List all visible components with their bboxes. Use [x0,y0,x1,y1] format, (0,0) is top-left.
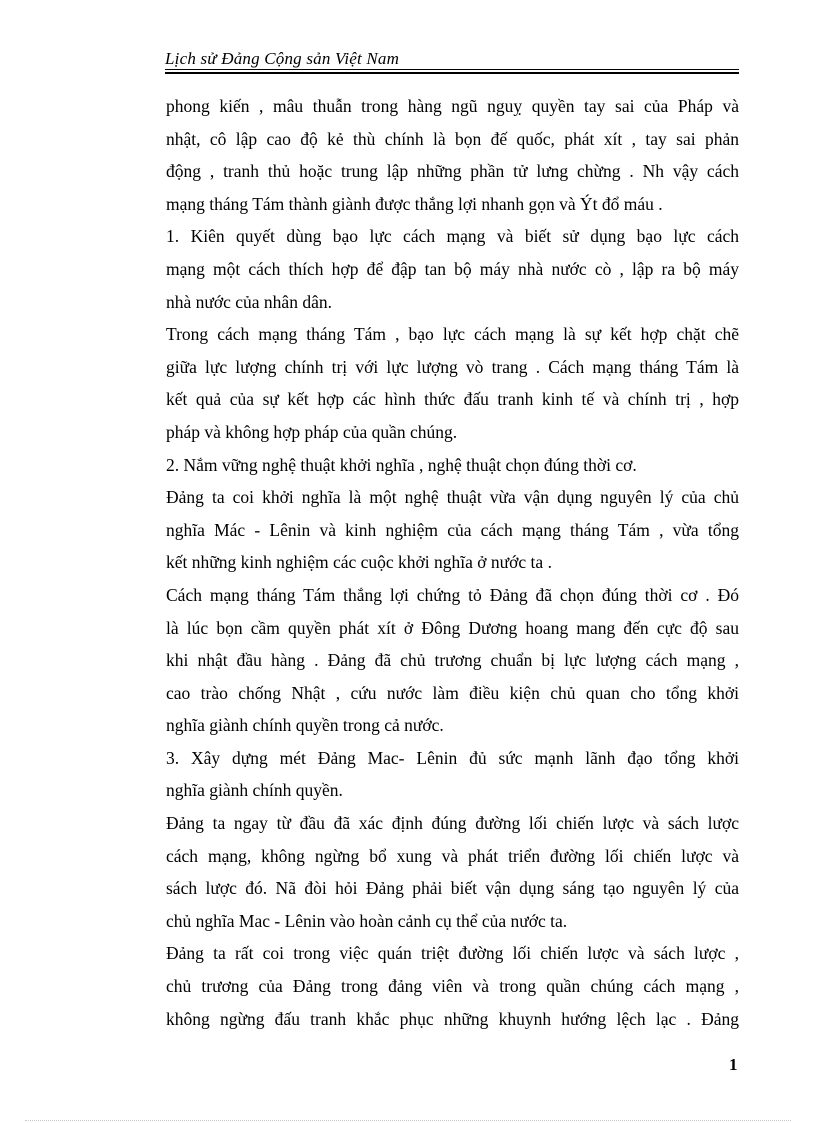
text-line: 1. Kiên quyết dùng bạo lực cách mạng và biết sử dụng bạo lực cách [166,226,739,247]
text-line: là lúc bọn cầm quyền phát xít ở Đông Dương hoang mang đến cực độ sau [166,617,739,638]
page-number: 1 [729,1055,738,1074]
footer-dotted-border [25,1120,791,1121]
text-line: Cách mạng tháng Tám thắng lợi chứng tỏ Đảng đã chọn đúng thời cơ . Đó [166,584,739,605]
header-rule-thin [165,69,739,70]
text-line: không ngừng đấu tranh khắc phục những khuynh hướng lệch lạc . Đảng [166,1008,739,1029]
text-line: nghĩa Mác - Lênin và kinh nghiệm của cách mạng tháng Tám , vừa tổng [166,519,739,540]
header-title: Lịch sử Đảng Cộng sản Việt Nam [165,49,400,68]
text-line: nhật, cô lập cao độ kẻ thù chính là bọn đế quốc, phát xít , tay sai phản [166,128,739,149]
text-line: Đảng ta rất coi trong việc quán triệt đường lối chiến lược và sách lược , [166,943,739,964]
text-line: mạng một cách thích hợp để đập tan bộ máy nhà nước cò , lập ra bộ máy [166,258,739,279]
text-line: Đảng ta coi khởi nghĩa là một nghệ thuật vừa vận dụng nguyên lý của chủ [166,487,739,508]
text-line: cao trào chống Nhật , cứu nước làm điều kiện chủ quan cho tổng khởi [166,682,739,703]
text-line: 2. Nắm vững nghệ thuật khởi nghĩa , nghệ thuật chọn đúng thời cơ. [166,454,637,475]
text-line: Trong cách mạng tháng Tám , bạo lực cách mạng là sự kết hợp chặt chẽ [166,324,739,345]
text-line: phong kiến , mâu thuẫn trong hàng ngũ nguỵ quyền tay sai của Pháp và [166,96,739,116]
text-line: chủ nghĩa Mac - Lênin vào hoàn cảnh cụ thể của nước ta. [166,910,568,931]
body-text [166,93,739,1038]
text-line: nghĩa giành chính quyền. [166,780,343,801]
text-line: chủ trương của Đảng trong đảng viên và trong quần chúng cách mạng , [166,976,739,997]
header-rule-thick [165,72,739,74]
text-line: nghĩa giành chính quyền trong cả nước. [166,715,444,736]
text-line: nhà nước của nhân dân. [166,291,332,312]
text-line: kết những kinh nghiệm các cuộc khởi nghĩa ở nước ta . [166,552,552,573]
text-line: khi nhật đầu hàng . Đảng đã chủ trương chuẩn bị lực lượng cách mạng , [166,650,739,671]
text-line: Đảng ta ngay từ đầu đã xác định đúng đường lối chiến lược và sách lược [166,813,739,834]
text-line: pháp và không hợp pháp của quần chúng. [166,421,458,442]
text-line: sách lược đó. Nã đòi hỏi Đảng phải biết vận dụng sáng tạo nguyên lý của [166,878,739,899]
text-line: cách mạng, không ngừng bổ xung và phát triển đường lối chiến lược và [166,845,739,866]
text-line: mạng tháng Tám thành giành được thắng lợi nhanh gọn và Ýt đổ máu . [166,193,663,214]
text-line: giữa lực lượng chính trị với lực lượng vò trang . Cách mạng tháng Tám là [166,356,739,377]
text-line: kết quả của sự kết hợp các hình thức đấu tranh kinh tế và chính trị , hợp [166,389,739,410]
text-line: 3. Xây dựng mét Đảng Mac- Lênin đủ sức mạnh lãnh đạo tổng khởi [166,747,739,768]
text-line: động , tranh thủ hoặc trung lập những phần tử lưng chừng . Nh vậy cách [166,161,739,182]
